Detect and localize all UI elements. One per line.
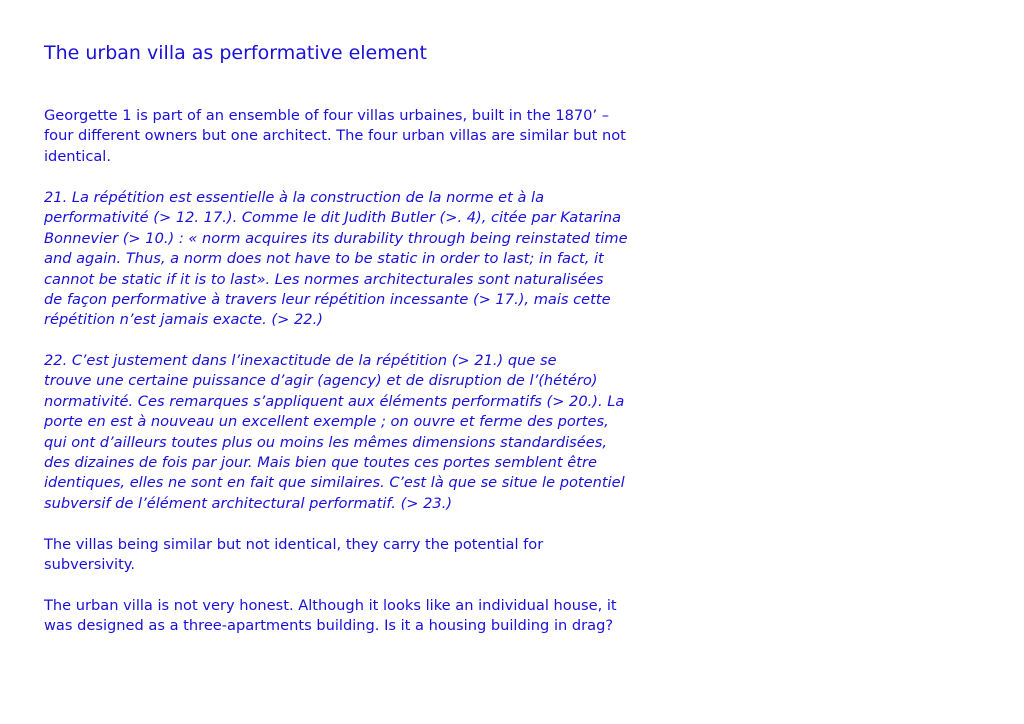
text-line: identical. <box>44 147 111 165</box>
page-title: The urban villa as performative element <box>44 42 427 64</box>
text-line: four different owners but one architect. The four urban villas are similar but not <box>44 127 626 145</box>
text-line: cannot be static if it is to last». Les normes architecturales sont naturalisées <box>44 270 604 288</box>
paragraph-intro <box>44 106 626 167</box>
text-line: and again. Thus, a norm does not have to be static in order to last; in fact, it <box>44 250 604 268</box>
text-line: The urban villa is not very honest. Although it looks like an individual house, it <box>44 597 617 614</box>
text-line: Georgette 1 is part of an ensemble of four villas urbaines, built in the 1870’ – <box>44 107 610 124</box>
paragraph-honest <box>44 596 617 637</box>
text-line: 21. La répétition est essentielle à la construction de la norme et à la <box>44 189 545 206</box>
text-line: subversivity. <box>44 556 135 574</box>
paragraph-similar <box>44 535 543 576</box>
text-line: performativité (> 12. 17.). Comme le dit Judith Butler (>. 4), citée par Katarina <box>44 209 622 227</box>
text-line: répétition n’est jamais exacte. (> 22.) <box>44 311 323 329</box>
text-line: Bonnevier (> 10.) : « norm acquires its durability through being reinstated time <box>44 229 628 247</box>
paragraph-quote-22 <box>44 351 625 514</box>
text-line: normativité. Ces remarques s’appliquent aux éléments performatifs (> 20.). La <box>44 392 625 410</box>
text-line: qui ont d’ailleurs toutes plus ou moins les mêmes dimensions standardisées, <box>44 433 607 451</box>
text-line: de façon performative à travers leur répétition incessante (> 17.), mais cette <box>44 291 611 309</box>
text-line: identiques, elles ne sont en fait que similaires. C’est là que se situe le potentiel <box>44 474 625 492</box>
text-line: subversif de l’élément architectural performatif. (> 23.) <box>44 494 453 512</box>
text-line: 22. C’est justement dans l’inexactitude de la répétition (> 21.) que se <box>44 352 557 369</box>
text-line: des dizaines de fois par jour. Mais bien que toutes ces portes semblent être <box>44 454 597 472</box>
text-line: trouve une certaine puissance d’agir (agency) et de disruption de l’(hétéro) <box>44 372 598 390</box>
paragraph-quote-21 <box>44 188 628 331</box>
text-line: porte en est à nouveau un excellent exemple ; on ouvre et ferme des portes, <box>44 413 609 431</box>
text-line: The villas being similar but not identical, they carry the potential for <box>44 536 544 553</box>
text-line: was designed as a three-apartments building. Is it a housing building in drag? <box>44 617 614 635</box>
